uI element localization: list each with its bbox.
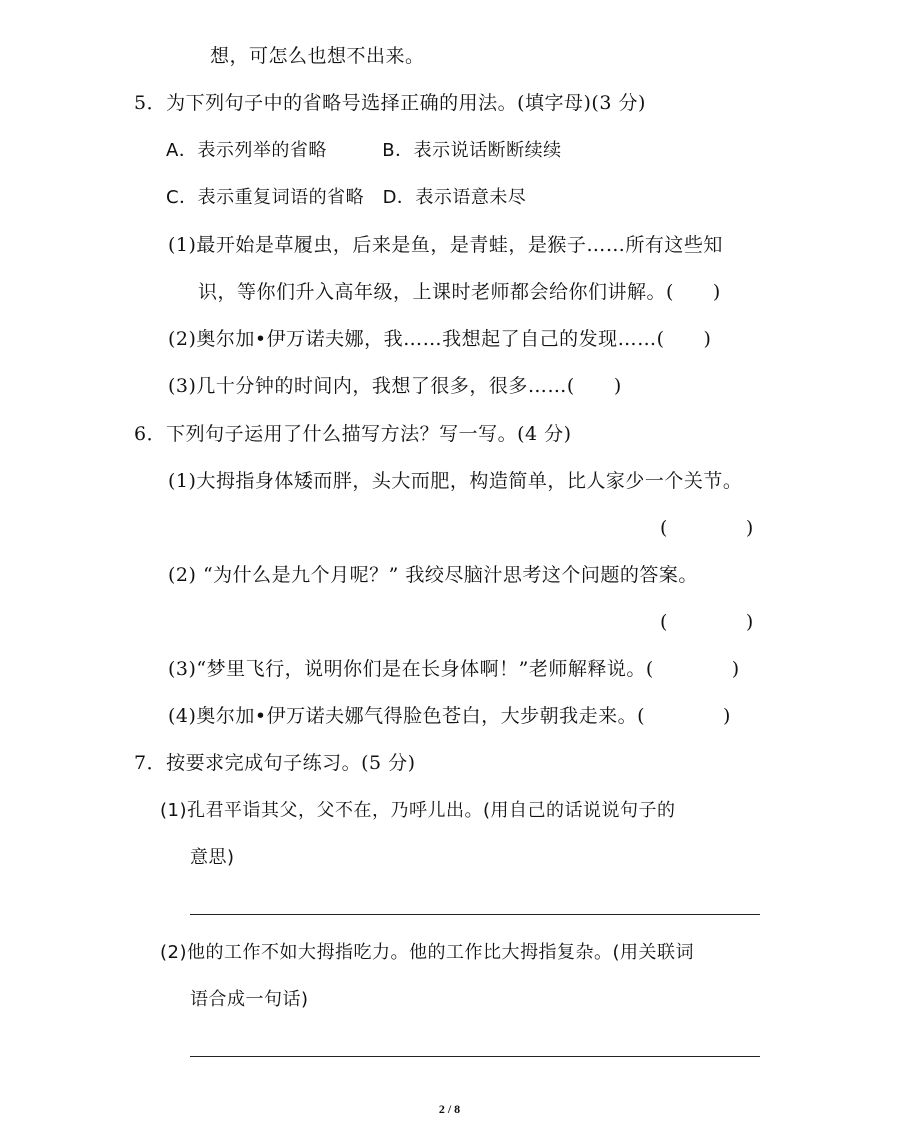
question-6-item-1: (1)大拇指身体矮而胖，头大而肥，构造简单，比人家少一个关节。 — [168, 470, 743, 492]
question-6-item-2: (2) “为什么是九个月呢？” 我绞尽脑汁思考这个问题的答案。 — [168, 564, 698, 586]
question-6-item-3: (3)“梦里飞行，说明你们是在长身体啊！”老师解释说。( ) — [168, 658, 740, 680]
question-7-item-2-line-2: 语合成一句话) — [190, 989, 309, 1010]
question-5-item-3: (3)几十分钟的时间内，我想了很多，很多……( ) — [168, 375, 622, 397]
question-5-heading: 5．为下列句子中的省略号选择正确的用法。(填字母)(3 分) — [134, 92, 646, 114]
question-7-item-1-line-1: (1)孔君平诣其父，父不在，乃呼儿出。(用自己的话说说句子的 — [160, 800, 676, 821]
question-7-item-1-line-2: 意思) — [190, 847, 235, 868]
page-number: 2 / 8 — [438, 1102, 461, 1116]
question-7-heading: 7．按要求完成句子练习。(5 分) — [134, 752, 416, 774]
question-7-item-2-answer-line[interactable] — [190, 1056, 760, 1057]
question-6-item-4: (4)奥尔加•伊万诺夫娜气得脸色苍白，大步朝我走来。( ) — [168, 705, 731, 727]
question-5-options-row-1: A．表示列举的省略 B．表示说话断断续续 — [166, 140, 562, 161]
question-7-item-2-line-1: (2)他的工作不如大拇指吃力。他的工作比大拇指复杂。(用关联词 — [160, 942, 695, 963]
question-5-options-row-2: C．表示重复词语的省略 D．表示语意未尽 — [166, 187, 527, 208]
question-6-item-1-answer-blank[interactable]: ( ) — [660, 517, 754, 539]
question-5-item-1-line-1: (1)最开始是草履虫，后来是鱼，是青蛙，是猴子……所有这些知 — [168, 234, 723, 256]
continuation-line: 想，可怎么也想不出来。 — [210, 45, 425, 67]
question-7-item-1-answer-line[interactable] — [190, 914, 760, 915]
question-5-item-2: (2)奥尔加•伊万诺夫娜，我……我想起了自己的发现……( ) — [168, 328, 712, 350]
question-6-item-2-answer-blank[interactable]: ( ) — [660, 611, 754, 633]
question-5-item-1-line-2: 识，等你们升入高年级，上课时老师都会给你们讲解。( ) — [198, 281, 721, 303]
question-6-heading: 6．下列句子运用了什么描写方法？写一写。(4 分) — [134, 423, 572, 445]
